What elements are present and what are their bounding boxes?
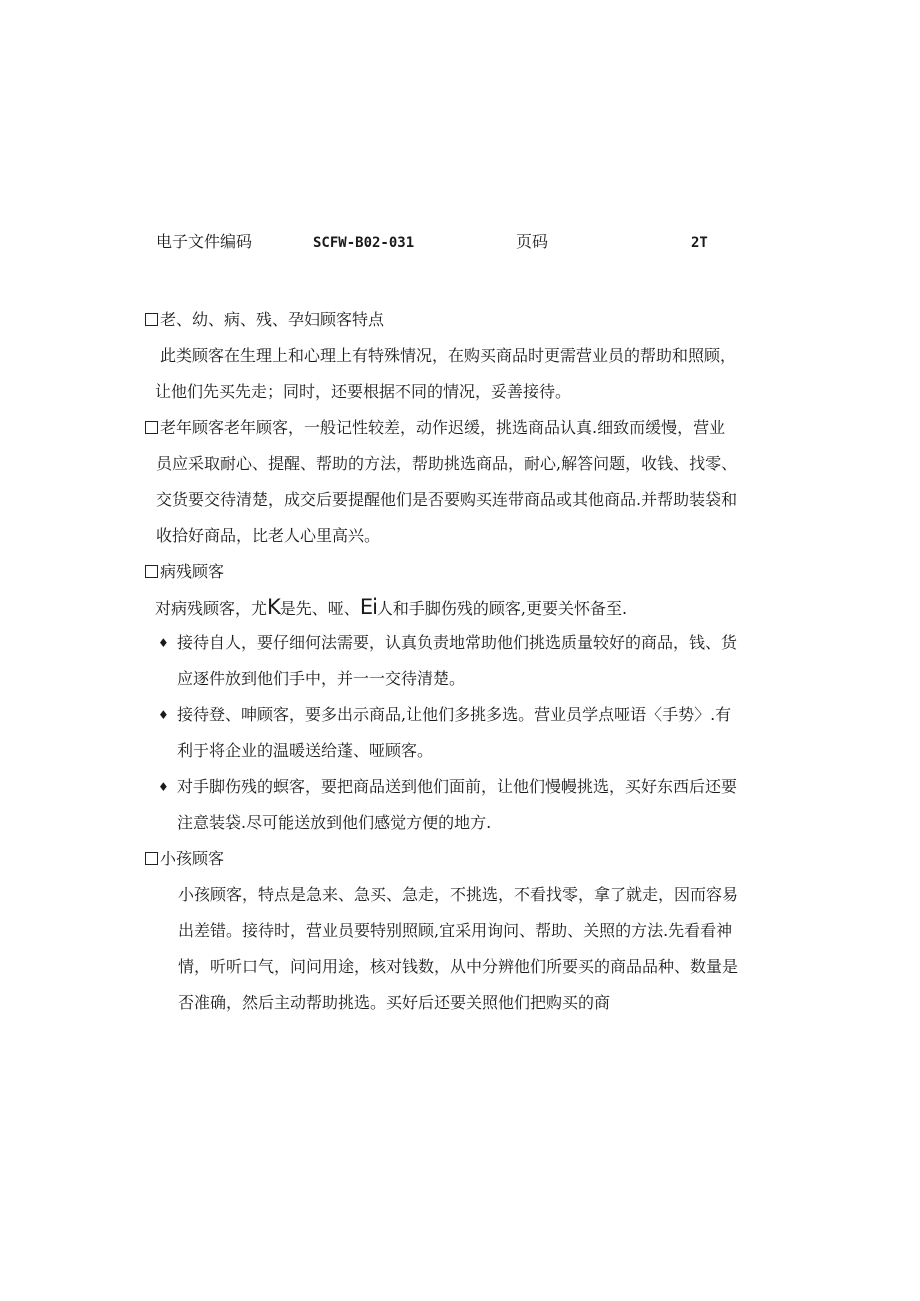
paragraph-line: 出差错。接待时，营业员要特别照顾,宜采用询问、帮助、关照的方法.先看看神: [178, 921, 733, 940]
section-title: 小孩顾客: [160, 849, 225, 868]
paragraph-line: 情，听听口气，问问用途，核对钱数，从中分辨他们所要买的商品品种、数量是: [178, 957, 739, 976]
checkbox-square-icon: [145, 852, 158, 865]
section-heading: [145, 310, 384, 330]
paragraph-line: 此类顾客在生理上和心理上有特殊情况，在购买商品时更需营业员的帮助和照顾，: [160, 346, 737, 365]
section-heading: [145, 562, 224, 582]
paragraph-line: 应逐件放到他们手中，并一一交待清楚。: [177, 669, 466, 688]
paragraph-line: 否准确，然后主动帮助挑选。买好后还要关照他们把购买的商: [178, 993, 611, 1012]
text-fragment: 对病残顾客，尤: [155, 599, 268, 618]
bullet-item: [158, 705, 169, 725]
diamond-bullet-icon: ♦: [158, 636, 169, 650]
paragraph-line: 老年顾客老年顾客，一般记性较差，动作迟缓，挑选商品认真.细致而缓慢，营业: [160, 418, 726, 437]
page-number-value: 2T: [691, 235, 708, 251]
paragraph-line: 接待自人，要仔细何法需要，认真负责地常助他们挑选质量较好的商品，钱、货: [177, 633, 738, 652]
paragraph-line: 注意装袋.尽可能送放到他们感觉方便的地方.: [177, 813, 492, 832]
section-heading: [145, 418, 725, 438]
section-title: 病残顾客: [160, 562, 225, 581]
text-fragment: 是先、哑、: [279, 599, 360, 618]
section-heading: [145, 849, 224, 869]
checkbox-square-icon: [145, 421, 158, 434]
section-title: 老、幼、病、残、孕妇顾客特点: [160, 310, 385, 329]
paragraph-line: 小孩顾客，特点是急来、急买、急走，不挑选，不看找零，拿了就走，因而容易: [178, 885, 739, 904]
text-fragment: K: [267, 595, 280, 619]
file-code-value: SCFW-B02-031: [313, 235, 415, 251]
bullet-item: [158, 633, 169, 653]
paragraph-line: 让他们先买先走；同时，还要根据不同的情况，妥善接待。: [155, 382, 572, 401]
paragraph-line: 收拾好商品，比老人心里高兴。: [156, 526, 381, 545]
page-label: 页码: [516, 232, 549, 251]
text-fragment: Ei: [359, 595, 377, 619]
paragraph-line: [155, 597, 627, 619]
bullet-item: [158, 777, 169, 797]
paragraph-line: 利于将企业的温暖送给蓬、哑顾客。: [177, 741, 434, 760]
paragraph-line: 接待登、呻顾客，要多出示商品,让他们多挑多选。营业员学点哑语〈手势〉.有: [177, 705, 732, 724]
paragraph-line: 对手脚伤残的螟客，要把商品送到他们面前，让他们慢幔挑选，买好东西后还要: [177, 777, 738, 796]
file-code-label: 电子文件编码: [156, 232, 253, 251]
diamond-bullet-icon: ♦: [158, 708, 169, 722]
checkbox-square-icon: [145, 565, 158, 578]
paragraph-line: 员应采取耐心、提醒、帮助的方法，帮助挑选商品，耐心,解答问题，收钱、找零、: [156, 454, 738, 473]
text-fragment: 人和手脚伤残的顾客,更要关怀备至.: [376, 599, 628, 618]
diamond-bullet-icon: ♦: [158, 780, 169, 794]
checkbox-square-icon: [145, 313, 158, 326]
paragraph-line: 交货要交待清楚，成交后要提醒他们是否要购买连带商品或其他商品.并帮助装袋和: [156, 490, 738, 509]
